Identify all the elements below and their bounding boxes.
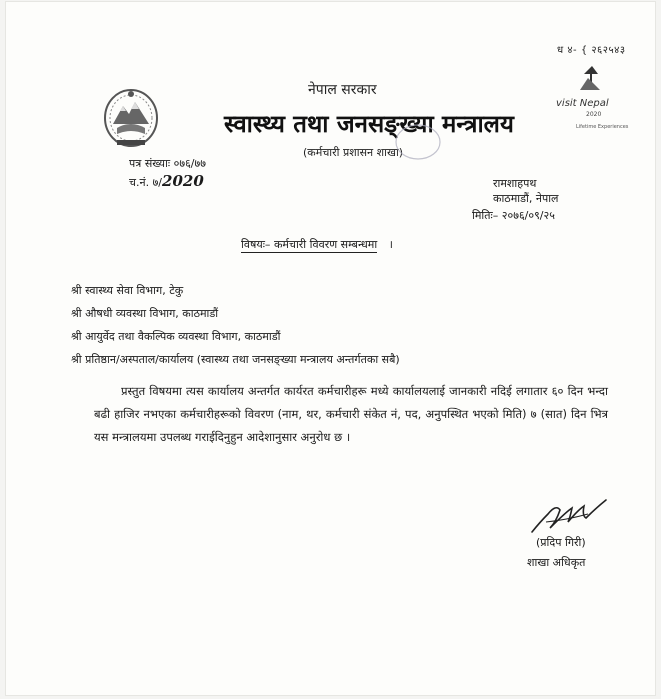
office-stamp-icon [394, 122, 442, 162]
letter-number [129, 156, 206, 171]
government-title: नेपाल सरकार [308, 82, 377, 98]
recipient-line: श्री औषधी व्यवस्था विभाग, काठमाडौं [71, 307, 219, 320]
ministry-title: स्वास्थ्य तथा जनसङ्ख्या मन्त्रालय [224, 110, 514, 138]
letter-number-value: ०७६/७७ [173, 157, 206, 170]
letter-page [6, 2, 655, 695]
date-value: २०७६/०९/२५ [501, 209, 555, 222]
letter-body: प्रस्तुत विषयमा त्यस कार्यालय अन्तर्गत कार्यरत कर्मचारीहरू मध्ये कार्यालयलाई जानकारी नदिई लगातार ६० दिन भन्दा बढी हाजिर नभएका कर्मचारीहरूको विवरण (नाम, थर, कर्मचारी संकेत नं, पद, अनुपस्थित भएको मिति) ७ (सात) दिन भित्र यस मन्त्रालयमा उपलब्ध गराईदिनुहुन आदेशानुसार अनुरोध छ । [94, 384, 608, 444]
signatory-designation: शाखा अधिकृत [527, 556, 586, 569]
address-city: काठमाडौं, नेपाल [493, 192, 559, 205]
address-street: रामशाहपथ [493, 177, 537, 190]
visit-nepal-year: 2020 [586, 111, 602, 118]
recipient-line: श्री स्वास्थ्य सेवा विभाग, टेकु [71, 284, 184, 297]
visit-nepal-logo [554, 64, 629, 134]
signature-icon [526, 492, 610, 538]
reference-number: ध ४- { २६२५४३ [557, 45, 626, 56]
dispatch-number-value: 2020 [162, 172, 204, 190]
recipient-line: श्री प्रतिष्ठान/अस्पताल/कार्यालय (स्वास्थ्य तथा जनसङ्ख्या मन्त्रालय अन्तर्गतका सबै) [71, 353, 400, 366]
date-label: मितिः– [472, 209, 499, 222]
nepal-emblem-icon [99, 84, 163, 150]
signatory-name: (प्रदिप गिरी) [536, 536, 586, 549]
dispatch-number [129, 172, 204, 190]
section-title: (कर्मचारी प्रशासन शाखा) [303, 146, 404, 159]
letter-date [472, 208, 555, 223]
visit-nepal-tagline: Lifetime Experiences [576, 124, 629, 130]
subject-label: विषयः– [241, 238, 271, 251]
recipient-line: श्री आयुर्वेद तथा वैकल्पिक व्यवस्था विभाग, काठमाडौं [71, 330, 281, 343]
subject-line [241, 237, 393, 252]
subject-text: कर्मचारी विवरण सम्बन्धमा [273, 238, 378, 251]
dispatch-number-label: च.नं. ७/ [129, 176, 163, 189]
visit-nepal-brand: visit Nepal [556, 98, 609, 109]
subject-end: । [388, 238, 393, 251]
letter-number-label: पत्र संख्याः [129, 157, 171, 170]
